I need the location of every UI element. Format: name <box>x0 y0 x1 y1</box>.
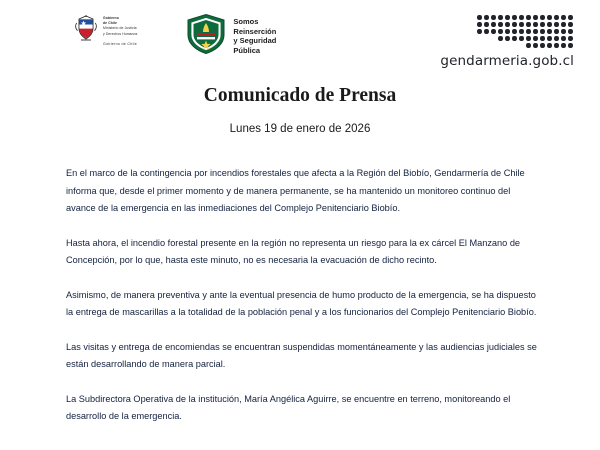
gendarmeria-logo <box>185 13 276 55</box>
website-url-label: gendarmeria.gob.cl <box>440 53 574 69</box>
website-brand-block <box>440 12 574 69</box>
chile-coat-of-arms-icon <box>74 14 98 44</box>
gob-country-label: Gobierno de Chile <box>103 41 138 46</box>
page-title: Comunicado de Prensa <box>203 85 397 106</box>
gob-line-3: Ministerio de Justicia <box>103 26 137 31</box>
paragraph: Las visitas y entrega de encomiendas se encuentran suspendidas momentáneamente y las audiencias judiciales se están desarrollando de manera parcial. <box>66 341 537 369</box>
slogan-line-4: Pública <box>233 45 261 55</box>
paragraph: Asimismo, de manera preventiva y ante la eventual presencia de humo producto de la emergencia, se ha dispuesto la entrega de mascarillas a la totalidad de la población penal y a los funcionarios del Complejo Penitenciario Biobío. <box>66 289 537 317</box>
paragraph: La Subdirectora Operativa de la institución, María Angélica Aguirre, se encuentre en terreno, monitoreando el desarrollo de la emergencia. <box>66 393 511 421</box>
gobierno-de-chile-logo <box>74 14 137 46</box>
dot-grid-icon <box>440 14 574 49</box>
gob-line-1: Gobierno <box>103 16 119 20</box>
slogan-line-1: Somos <box>233 17 259 26</box>
slogan-line-3: y Seguridad <box>233 36 277 45</box>
gendarmeria-crest-icon <box>185 13 227 55</box>
gobierno-logo-text-block <box>103 14 137 46</box>
document-date: Lunes 19 de enero de 2026 <box>229 123 371 135</box>
paragraph: En el marco de la contingencia por incendios forestales que afecta a la Región del Biobío, Gendarmería de Chile informa que, desde el primer momento y de manera permanente, se ha mantenido un monitoreo continuo del avance de la emergencia en las inmediaciones del Complejo Penitenciario Biobío. <box>66 168 525 213</box>
document-body <box>66 165 538 426</box>
slogan-line-2: Reinserción <box>233 26 277 36</box>
document-header <box>0 0 600 69</box>
gob-line-2: de Chile <box>103 21 117 26</box>
gob-line-4: y Derechos Humanos <box>103 31 138 36</box>
gendarmeria-slogan <box>233 13 276 55</box>
paragraph: Hasta ahora, el incendio forestal presente en la región no representa un riesgo para la ex cárcel El Manzano de Concepción, por lo que, hasta este minuto, no es necesaria la evacuación de dicho recinto. <box>66 237 521 265</box>
